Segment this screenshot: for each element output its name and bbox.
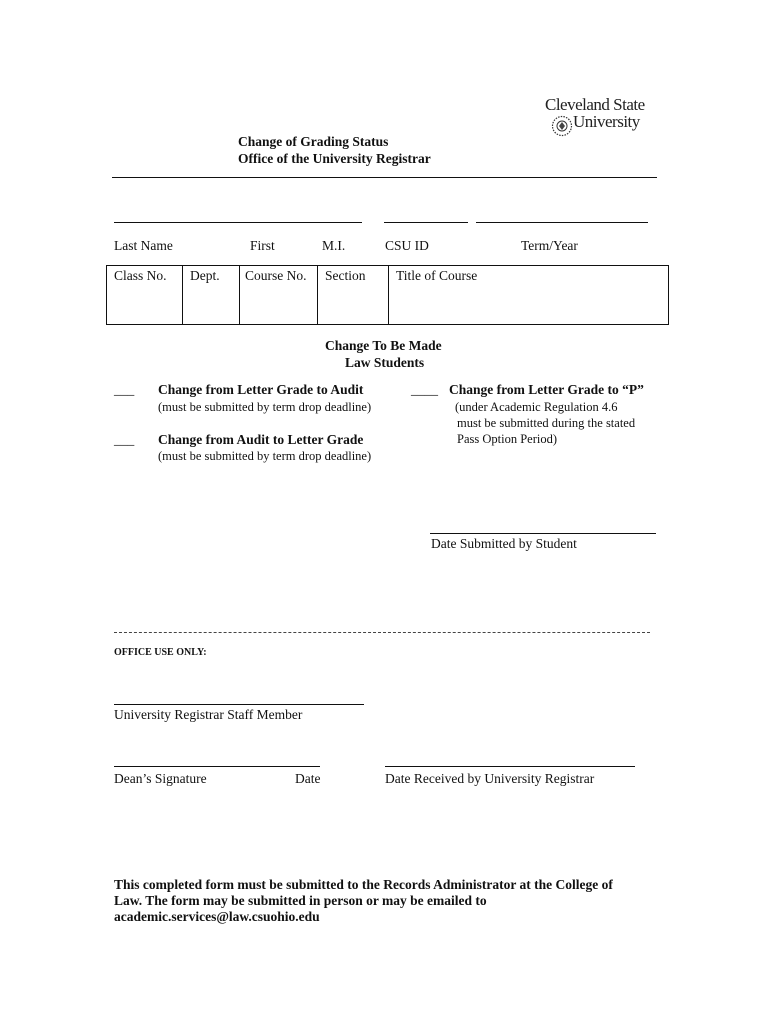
- instructions-line-1: This completed form must be submitted to the Records Administrator at the College of: [114, 877, 613, 892]
- option-1-title: Change from Letter Grade to Audit: [158, 382, 364, 397]
- section-header: Section: [325, 268, 366, 283]
- cut-line-divider: [114, 632, 650, 633]
- option-2-title: Change from Audit to Letter Grade: [158, 432, 364, 447]
- email-address-link[interactable]: academic.services@law.csuohio.edu: [114, 909, 320, 924]
- column-divider: [388, 266, 389, 324]
- university-seal-icon: [551, 113, 573, 139]
- logo-line-1: Cleveland State: [545, 95, 645, 114]
- dept-header: Dept.: [190, 268, 220, 283]
- course-no-header: Course No.: [245, 268, 307, 283]
- last-name-label: Last Name: [114, 238, 173, 253]
- column-divider: [239, 266, 240, 324]
- class-no-header: Class No.: [114, 268, 167, 283]
- form-title: Change of Grading Status: [238, 134, 389, 149]
- option-2-note: (must be submitted by term drop deadline): [158, 449, 372, 463]
- course-table[interactable]: [106, 265, 669, 325]
- date-submitted-field-line[interactable]: [430, 533, 656, 534]
- logo-line-2: University: [573, 112, 640, 131]
- option-3-title: Change from Letter Grade to “P”: [449, 382, 644, 397]
- option-3-note-line-1: (under Academic Regulation 4.6: [455, 400, 618, 414]
- date-received-line[interactable]: [385, 766, 635, 767]
- dean-date-label: Date: [295, 771, 321, 786]
- form-subtitle: Office of the University Registrar: [238, 151, 431, 166]
- term-year-field-line[interactable]: [476, 222, 648, 223]
- name-field-line[interactable]: [114, 222, 362, 223]
- law-students-heading: Law Students: [345, 355, 425, 370]
- date-submitted-label: Date Submitted by Student: [431, 536, 577, 551]
- staff-signature-line[interactable]: [114, 704, 364, 705]
- change-heading: Change To Be Made: [325, 338, 442, 353]
- csu-id-label: CSU ID: [385, 238, 429, 253]
- option-2-checkbox[interactable]: ___: [114, 432, 135, 447]
- term-year-label: Term/Year: [521, 238, 578, 253]
- course-title-header: Title of Course: [396, 268, 478, 283]
- middle-initial-label: M.I.: [322, 238, 346, 253]
- option-3-checkbox[interactable]: ____: [411, 382, 438, 397]
- office-use-label: OFFICE USE ONLY:: [114, 647, 207, 658]
- column-divider: [317, 266, 318, 324]
- option-3-note-line-2: must be submitted during the stated: [457, 416, 636, 430]
- staff-member-label: University Registrar Staff Member: [114, 707, 303, 722]
- column-divider: [182, 266, 183, 324]
- option-1-checkbox[interactable]: ___: [114, 382, 135, 397]
- university-logo: [545, 95, 655, 145]
- option-1-note: (must be submitted by term drop deadline): [158, 400, 372, 414]
- dean-signature-line[interactable]: [114, 766, 320, 767]
- dean-signature-label: Dean’s Signature: [114, 771, 207, 786]
- instructions-line-2: Law. The form may be submitted in person or may be emailed to: [114, 893, 487, 908]
- csu-id-field-line[interactable]: [384, 222, 468, 223]
- first-name-label: First: [250, 238, 275, 253]
- header-divider: [112, 177, 657, 178]
- option-3-note-line-3: Pass Option Period): [457, 432, 557, 446]
- date-received-label: Date Received by University Registrar: [385, 771, 595, 786]
